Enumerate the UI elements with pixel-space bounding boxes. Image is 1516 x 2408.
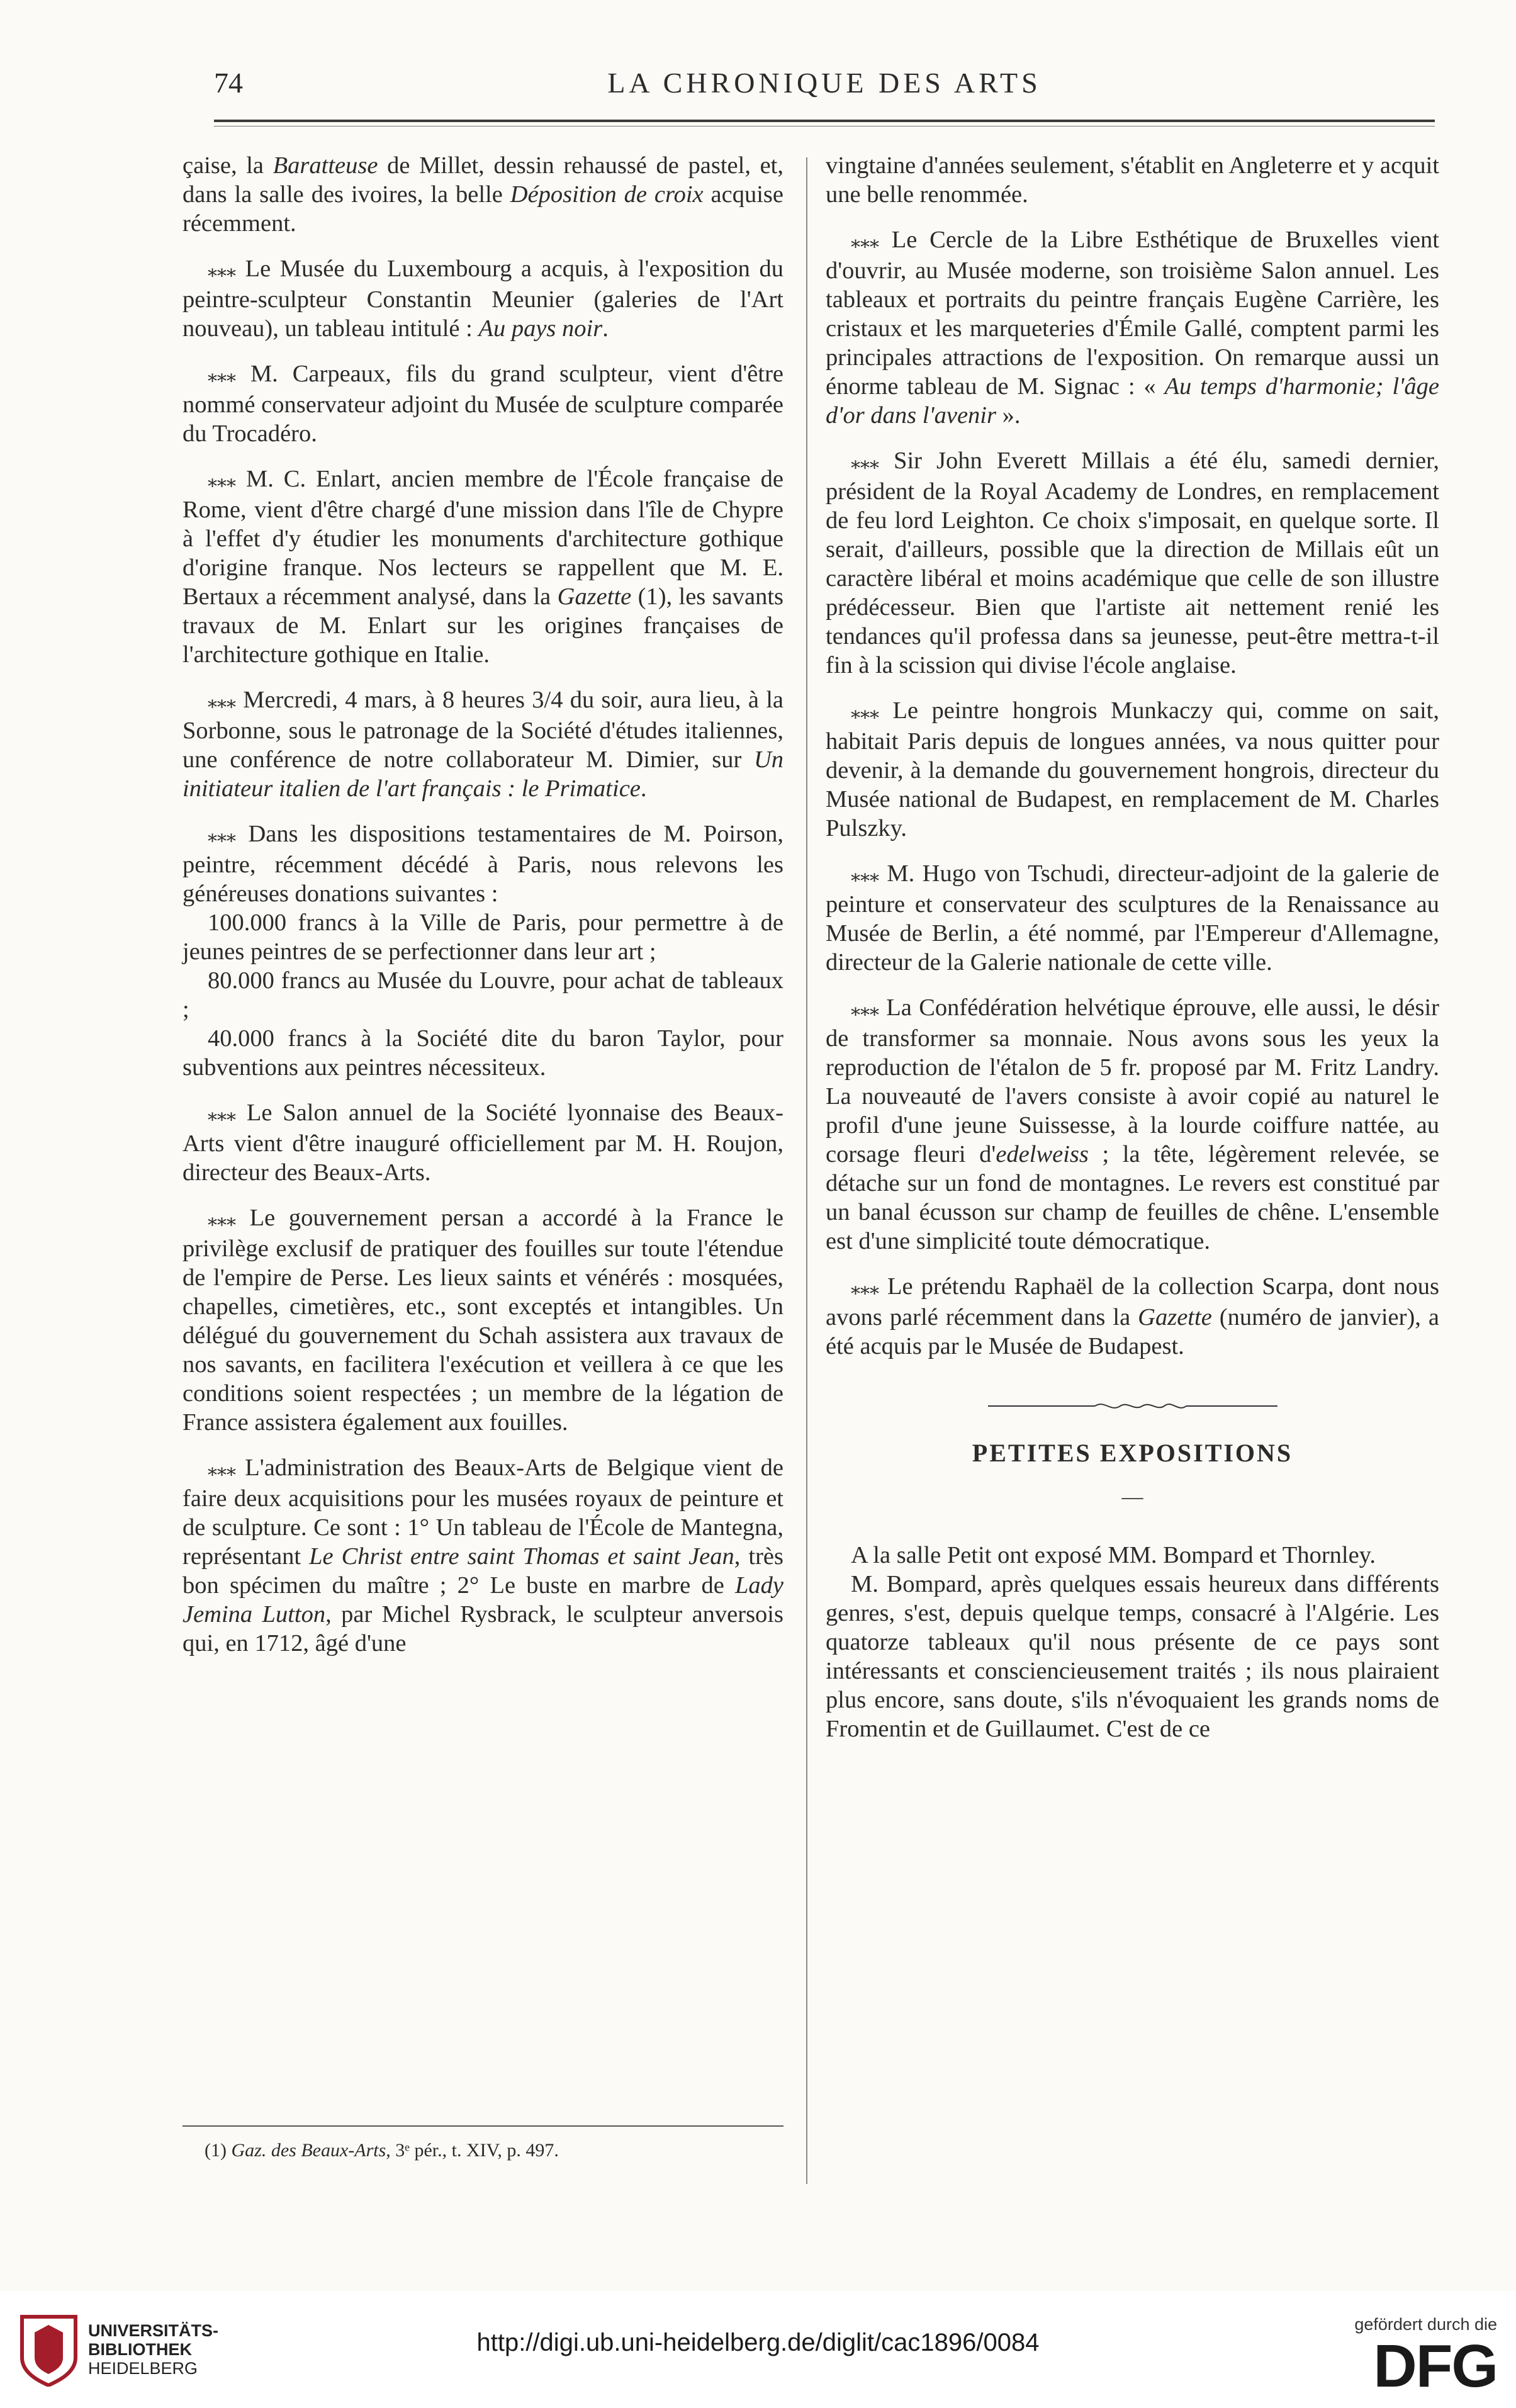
- header-rule: [214, 120, 1435, 122]
- asterism-icon: ⁎⁎⁎: [208, 470, 236, 491]
- asterism-icon: ⁎⁎⁎: [208, 1209, 236, 1230]
- funding-caption: gefördert durch die: [1354, 2315, 1497, 2334]
- dfg-logo-icon: DFG: [1373, 2332, 1497, 2400]
- footnote-rule: [182, 2125, 783, 2127]
- running-title: LA CHRONIQUE DES ARTS: [607, 67, 1042, 99]
- asterism-icon: ⁎⁎⁎: [851, 452, 879, 473]
- ornament-divider-icon: [988, 1398, 1277, 1414]
- news-item: ⁎⁎⁎ Sir John Everett Millais a été élu, samedi dernier, président de la Royal Academy de Londres, en remplacement de feu lord Leighton. Ce choix s'imposait, en quelque sorte. Il serait, d'ailleurs, possible que la direction de Millais eût un caractère libéral et moins académique que celle de son illustre prédécesseur. Bien que l'artiste ait nettement renié les tendances qu'il professa dans sa jeunesse, peut-être mettra-t-il fin à la scission qui divise l'école anglaise.: [826, 447, 1439, 678]
- news-item: ⁎⁎⁎ Dans les dispositions testamentaires de M. Poirson, peintre, récemment décédé à Paris, nous relevons les généreuses donations suivantes :: [182, 821, 783, 907]
- news-item: ⁎⁎⁎ Le prétendu Raphaël de la collection Scarpa, dont nous avons parlé récemment dans la Gazette (numéro de janvier), a été acquis par le Musée de Budapest.: [826, 1273, 1439, 1359]
- header-rule-thin: [214, 126, 1435, 127]
- footnote: (1) Gaz. des Beaux-Arts, 3ᵉ pér., t. XIV, p. 497.: [205, 2140, 559, 2161]
- section-title: PETITES EXPOSITIONS: [972, 1439, 1293, 1467]
- right-column: [826, 151, 1439, 1760]
- news-item: ⁎⁎⁎ L'administration des Beaux-Arts de Belgique vient de faire deux acquisitions pour les musées royaux de peinture et de sculpture. Ce sont : 1° Un tableau de l'École de Mantegna, représentant Le Christ entre saint Thomas et saint Jean, très bon spécimen du maître ; 2° Le buste en marbre de Lady Jemina Lutton, par Michel Rysbrack, le sculpteur anversois qui, en 1712, âgé d'une: [182, 1454, 783, 1657]
- donation-item: 100.000 francs à la Ville de Paris, pour permettre à de jeunes peintres de se perfectionner dans leur art ;: [182, 909, 783, 965]
- news-item: ⁎⁎⁎ M. Carpeaux, fils du grand sculpteur, vient d'être nommé conservateur adjoint du Musée de sculpture comparée du Trocadéro.: [182, 361, 783, 447]
- paragraph: M. Bompard, après quelques essais heureux dans différents genres, s'est, depuis quelque temps, consacré à l'Algérie. Les quatorze tableaux qu'il nous présente de ce pays sont intéressants et consciencieusement traités ; ils nous plairaient plus encore, sans doute, s'ils n'évoquaient les grands noms de Fromentin et de Guillaumet. C'est de ce: [826, 1571, 1439, 1742]
- news-item: ⁎⁎⁎ Le Cercle de la Libre Esthétique de Bruxelles vient d'ouvrir, au Musée moderne, son troisième Salon annuel. Les tableaux et portraits du peintre français Eugène Carrière, les cristaux et les marqueteries d'Émile Gallé, comptent parmi les principales attractions de l'exposition. On remarque aussi un énorme tableau de M. Signac : « Au temps d'harmonie; l'âge d'or dans l'avenir ».: [826, 227, 1439, 429]
- asterism-icon: ⁎⁎⁎: [208, 825, 236, 846]
- news-item: ⁎⁎⁎ Le Salon annuel de la Société lyonnaise des Beaux-Arts vient d'être inauguré officiellement par M. H. Roujon, directeur des Beaux-Arts.: [182, 1100, 783, 1186]
- news-item: ⁎⁎⁎ Le peintre hongrois Munkaczy qui, comme on sait, habitait Paris depuis de longues années, va nous quitter pour devenir, à la demande du gouvernement hongrois, directeur du Musée national de Budapest, en remplacement de M. Charles Pulszky.: [826, 697, 1439, 841]
- left-column: [182, 151, 783, 1674]
- paragraph: vingtaine d'années seulement, s'établit en Angleterre et y acquit une belle renommée.: [826, 152, 1439, 208]
- news-item: ⁎⁎⁎ M. C. Enlart, ancien membre de l'École française de Rome, vient d'être chargé d'une mission dans l'île de Chypre à l'effet d'y étudier les monuments d'architecture gothique d'origine franque. Nos lecteurs se rappellent que M. E. Bertaux a récemment analysé, dans la Gazette (1), les savants travaux de M. Enlart sur les origines françaises de l'architecture gothique en Italie.: [182, 466, 783, 668]
- page-header: [214, 66, 1435, 116]
- news-item: ⁎⁎⁎ Mercredi, 4 mars, à 8 heures 3/4 du soir, aura lieu, à la Sorbonne, sous le patronage de la Société d'études italiennes, une conférence de notre collaborateur M. Dimier, sur Un initiateur italien de l'art français : le Primatice.: [182, 687, 783, 802]
- asterism-icon: ⁎⁎⁎: [851, 999, 879, 1020]
- asterism-icon: ⁎⁎⁎: [208, 260, 236, 281]
- section-dash: —: [1121, 1485, 1143, 1509]
- news-item: ⁎⁎⁎ Le Musée du Luxembourg a acquis, à l'exposition du peintre-sculpteur Constantin Meunier (galeries de l'Art nouveau), un tableau intitulé : Au pays noir.: [182, 256, 783, 342]
- asterism-icon: ⁎⁎⁎: [851, 865, 879, 886]
- asterism-icon: ⁎⁎⁎: [208, 1459, 236, 1480]
- donation-item: 80.000 francs au Musée du Louvre, pour achat de tableaux ;: [182, 967, 783, 1023]
- asterism-icon: ⁎⁎⁎: [208, 691, 236, 712]
- news-item: ⁎⁎⁎ M. Hugo von Tschudi, directeur-adjoint de la galerie de peinture et conservateur des sculptures de la Renaissance au Musée de Berlin, a été nommé, par l'Empereur d'Allemagne, directeur de la Galerie nationale de cette ville.: [826, 860, 1439, 976]
- library-name: UNIVERSITÄTS- BIBLIOTHEK HEIDELBERG: [88, 2321, 219, 2378]
- asterism-icon: ⁎⁎⁎: [851, 1278, 879, 1298]
- page-number: 74: [214, 67, 243, 99]
- paragraph: çaise, la Baratteuse de Millet, dessin rehaussé de pastel, et, dans la salle des ivoires, la belle Déposition de croix acquise récemment.: [182, 152, 783, 237]
- column-divider: [806, 157, 807, 2184]
- asterism-icon: ⁎⁎⁎: [851, 702, 879, 723]
- asterism-icon: ⁎⁎⁎: [208, 365, 236, 386]
- paragraph: A la salle Petit ont exposé MM. Bompard et Thornley.: [851, 1542, 1376, 1568]
- donation-item: 40.000 francs à la Société dite du baron Taylor, pour subventions aux peintres nécessiteux.: [182, 1025, 783, 1081]
- news-item: ⁎⁎⁎ La Confédération helvétique éprouve, elle aussi, le désir de transformer sa monnaie. Nous avons sous les yeux la reproduction de l'étalon de 5 fr. proposé par M. Fritz Landry. La nouveauté de l'avers consiste à avoir copié au naturel le profil d'une jeune Suissesse, à la lourde coiffure nattée, au corsage fleuri d'edelweiss ; la tête, légèrement relevée, se détache sur un fond de montagnes. Le revers est constitué par un banal écusson sur champ de feuilles de chêne. L'ensemble est d'une simplicité toute démocratique.: [826, 994, 1439, 1254]
- news-item: ⁎⁎⁎ Le gouvernement persan a accordé à la France le privilège exclusif de pratiquer des fouilles sur toute l'étendue de l'empire de Perse. Les lieux saints et vénérés : mosquées, chapelles, cimetières, etc., sont exceptés et intangibles. Un délégué du gouvernement du Schah assistera aux travaux de nos savants, en facilitera l'exécution et veillera à ce que les conditions soient respectées ; un membre de la légation de France assistera également aux fouilles.: [182, 1205, 783, 1436]
- asterism-icon: ⁎⁎⁎: [851, 231, 879, 252]
- source-url-link[interactable]: http://digi.ub.uni-heidelberg.de/diglit/cac1896/0084: [476, 2329, 1040, 2356]
- asterism-icon: ⁎⁎⁎: [208, 1104, 236, 1125]
